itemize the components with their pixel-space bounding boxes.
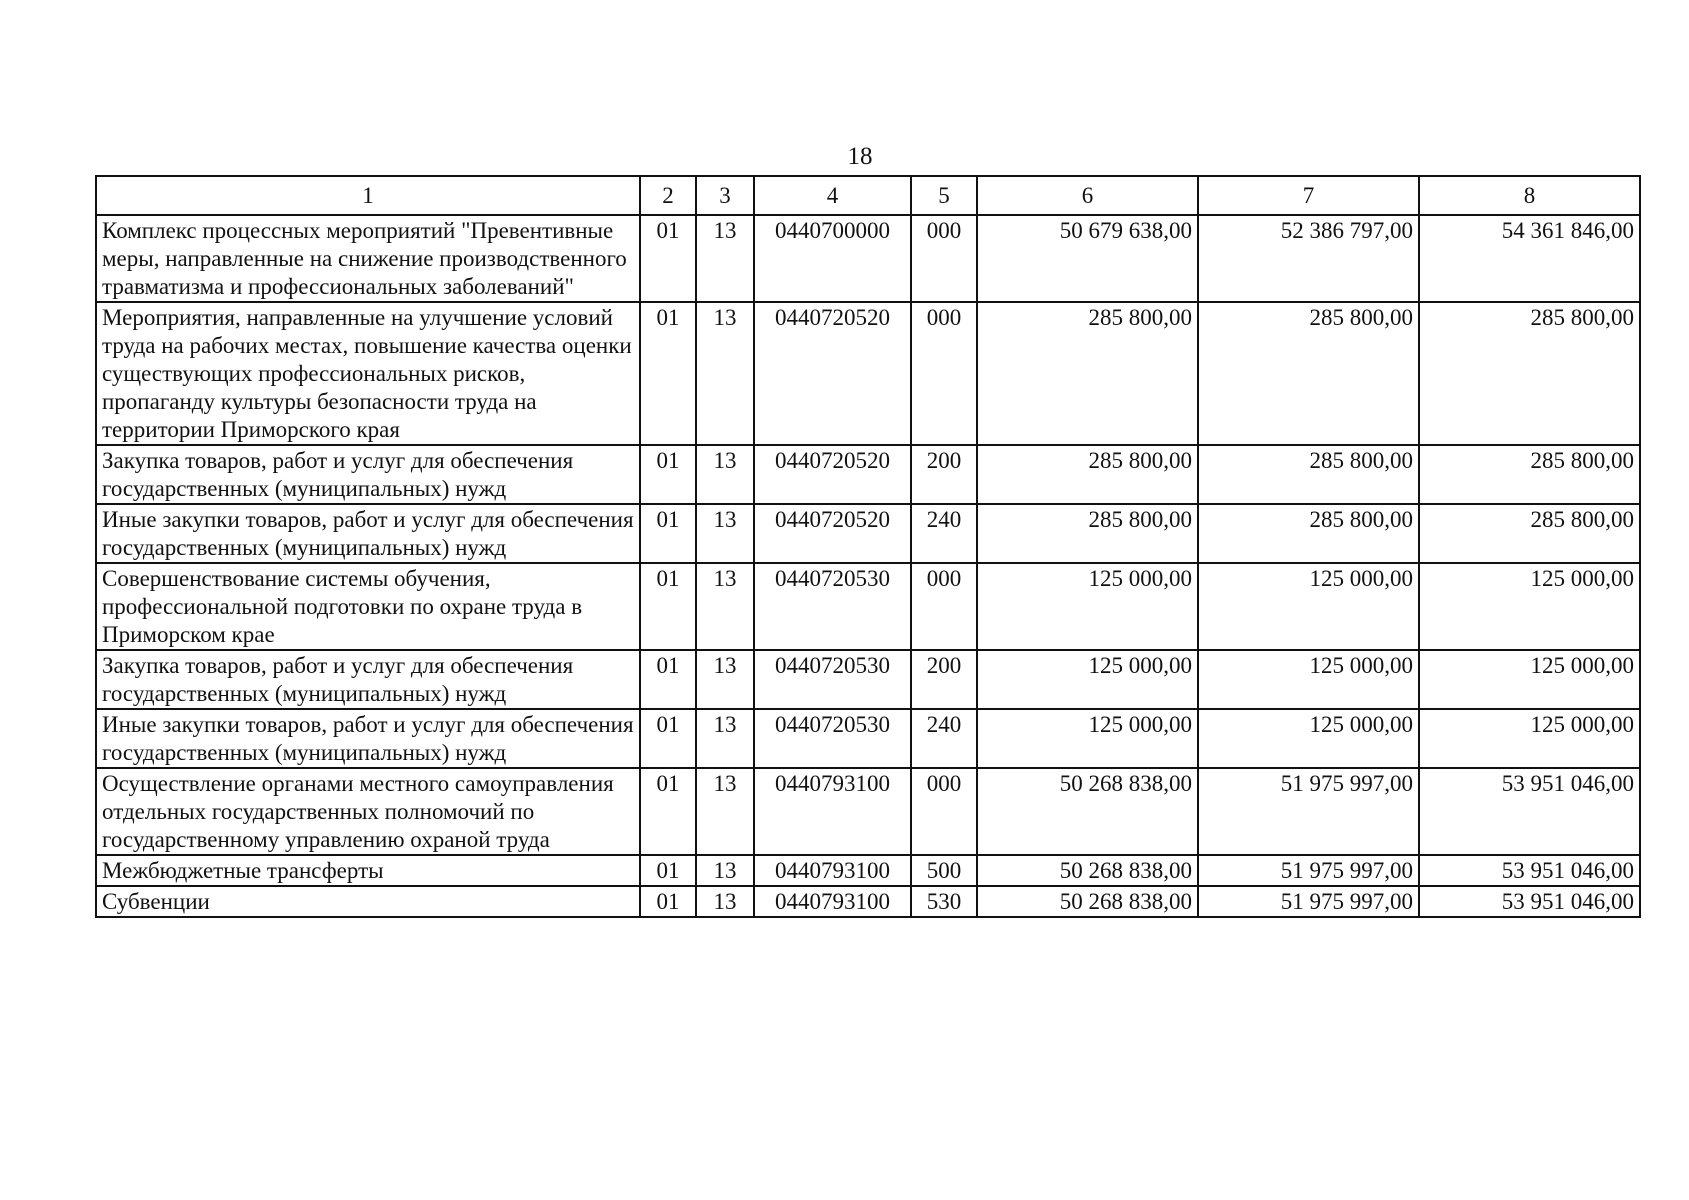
- amount-col7: 52 386 797,00: [1198, 215, 1419, 302]
- subsection-code: 13: [696, 886, 754, 917]
- row-name: Совершенствование системы обучения, профессиональной подготовки по охране труда в Приморском крае: [96, 563, 640, 650]
- header-cell: 7: [1198, 176, 1419, 215]
- section-code: 01: [640, 563, 696, 650]
- subsection-code: 13: [696, 302, 754, 445]
- table-row: [96, 302, 1640, 445]
- table-row: [96, 215, 1640, 302]
- table-row: [96, 855, 1640, 886]
- target-article-code: 0440720530: [754, 563, 911, 650]
- row-name: Закупка товаров, работ и услуг для обеспечения государственных (муниципальных) нужд: [96, 445, 640, 504]
- row-name: Мероприятия, направленные на улучшение условий труда на рабочих местах, повышение качества оценки существующих профессиональных рисков, пропаганду культуры безопасности труда на территории Приморского края: [96, 302, 640, 445]
- subsection-code: 13: [696, 768, 754, 855]
- table-row: [96, 563, 1640, 650]
- subsection-code: 13: [696, 650, 754, 709]
- amount-col6: 50 679 638,00: [977, 215, 1198, 302]
- amount-col8: 54 361 846,00: [1419, 215, 1640, 302]
- subsection-code: 13: [696, 855, 754, 886]
- target-article-code: 0440720530: [754, 709, 911, 768]
- row-name: Субвенции: [96, 886, 640, 917]
- amount-col8: 285 800,00: [1419, 504, 1640, 563]
- amount-col8: 125 000,00: [1419, 650, 1640, 709]
- table-row: [96, 504, 1640, 563]
- amount-col7: 285 800,00: [1198, 445, 1419, 504]
- header-cell: 8: [1419, 176, 1640, 215]
- section-code: 01: [640, 855, 696, 886]
- target-article-code: 0440793100: [754, 855, 911, 886]
- expense-type-code: 000: [911, 768, 977, 855]
- amount-col6: 50 268 838,00: [977, 855, 1198, 886]
- amount-col8: 285 800,00: [1419, 445, 1640, 504]
- subsection-code: 13: [696, 709, 754, 768]
- amount-col6: 285 800,00: [977, 445, 1198, 504]
- amount-col7: 125 000,00: [1198, 563, 1419, 650]
- row-name: Комплекс процессных мероприятий "Превентивные меры, направленные на снижение производственного травматизма и профессиональных заболеваний": [96, 215, 640, 302]
- row-name: Иные закупки товаров, работ и услуг для обеспечения государственных (муниципальных) нужд: [96, 709, 640, 768]
- section-code: 01: [640, 302, 696, 445]
- amount-col8: 125 000,00: [1419, 709, 1640, 768]
- table-row: [96, 709, 1640, 768]
- expense-type-code: 000: [911, 302, 977, 445]
- target-article-code: 0440720520: [754, 445, 911, 504]
- amount-col7: 51 975 997,00: [1198, 886, 1419, 917]
- amount-col7: 125 000,00: [1198, 650, 1419, 709]
- row-name: Осуществление органами местного самоуправления отдельных государственных полномочий по государственному управлению охраной труда: [96, 768, 640, 855]
- header-cell: 4: [754, 176, 911, 215]
- amount-col6: 50 268 838,00: [977, 768, 1198, 855]
- header-cell: 3: [696, 176, 754, 215]
- amount-col8: 53 951 046,00: [1419, 886, 1640, 917]
- subsection-code: 13: [696, 215, 754, 302]
- amount-col7: 285 800,00: [1198, 302, 1419, 445]
- subsection-code: 13: [696, 504, 754, 563]
- row-name: Межбюджетные трансферты: [96, 855, 640, 886]
- header-cell: 1: [96, 176, 640, 215]
- amount-col8: 53 951 046,00: [1419, 768, 1640, 855]
- header-cell: 2: [640, 176, 696, 215]
- target-article-code: 0440720520: [754, 302, 911, 445]
- subsection-code: 13: [696, 445, 754, 504]
- row-name: Закупка товаров, работ и услуг для обеспечения государственных (муниципальных) нужд: [96, 650, 640, 709]
- amount-col6: 285 800,00: [977, 302, 1198, 445]
- target-article-code: 0440793100: [754, 886, 911, 917]
- amount-col7: 285 800,00: [1198, 504, 1419, 563]
- expense-type-code: 200: [911, 445, 977, 504]
- amount-col8: 125 000,00: [1419, 563, 1640, 650]
- amount-col7: 51 975 997,00: [1198, 855, 1419, 886]
- amount-col8: 53 951 046,00: [1419, 855, 1640, 886]
- section-code: 01: [640, 215, 696, 302]
- table-row: [96, 445, 1640, 504]
- expense-type-code: 530: [911, 886, 977, 917]
- amount-col8: 285 800,00: [1419, 302, 1640, 445]
- header-cell: 6: [977, 176, 1198, 215]
- section-code: 01: [640, 650, 696, 709]
- target-article-code: 0440720520: [754, 504, 911, 563]
- table-row: [96, 650, 1640, 709]
- budget-table: [95, 175, 1641, 918]
- amount-col6: 125 000,00: [977, 650, 1198, 709]
- section-code: 01: [640, 768, 696, 855]
- header-cell: 5: [911, 176, 977, 215]
- target-article-code: 0440793100: [754, 768, 911, 855]
- expense-type-code: 000: [911, 215, 977, 302]
- section-code: 01: [640, 709, 696, 768]
- section-code: 01: [640, 445, 696, 504]
- row-name: Иные закупки товаров, работ и услуг для обеспечения государственных (муниципальных) нужд: [96, 504, 640, 563]
- expense-type-code: 000: [911, 563, 977, 650]
- target-article-code: 0440700000: [754, 215, 911, 302]
- expense-type-code: 240: [911, 709, 977, 768]
- target-article-code: 0440720530: [754, 650, 911, 709]
- header-row: [96, 176, 1640, 215]
- amount-col6: 125 000,00: [977, 563, 1198, 650]
- expense-type-code: 240: [911, 504, 977, 563]
- section-code: 01: [640, 504, 696, 563]
- amount-col6: 50 268 838,00: [977, 886, 1198, 917]
- expense-type-code: 200: [911, 650, 977, 709]
- section-code: 01: [640, 886, 696, 917]
- amount-col6: 285 800,00: [977, 504, 1198, 563]
- amount-col6: 125 000,00: [977, 709, 1198, 768]
- subsection-code: 13: [696, 563, 754, 650]
- expense-type-code: 500: [911, 855, 977, 886]
- page-number: 18: [847, 143, 873, 170]
- table-row: [96, 768, 1640, 855]
- amount-col7: 125 000,00: [1198, 709, 1419, 768]
- amount-col7: 51 975 997,00: [1198, 768, 1419, 855]
- table-row: [96, 886, 1640, 917]
